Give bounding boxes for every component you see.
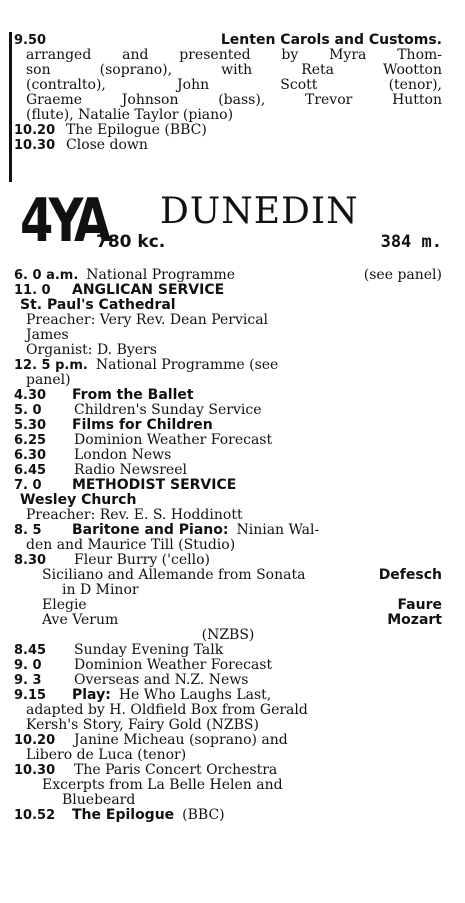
programme-row [14,448,442,463]
programme-composer: Mozart [387,612,442,628]
programme-time: 6.25 [14,433,47,448]
programme-detail: adapted by H. Oldfield Box from Gerald [26,702,308,718]
programme-list [14,268,442,823]
programme-text: Dominion Weather Forecast [74,432,273,448]
programme-work: Ave Verum [42,612,119,628]
programme-row [14,403,442,418]
programme-row [14,628,442,643]
programme-row-main [14,733,288,748]
programme-row [14,508,442,523]
programme-row-main [14,268,235,283]
entry-title: Lenten Carols and Customs. [220,32,442,48]
entry-line: Graeme Johnson (bass), Trevor Hutton [26,92,442,108]
programme-time: 10.20 [14,733,56,748]
programme-row [14,313,442,328]
programme-tail: (see panel) [363,267,442,283]
programme-row [14,328,442,343]
programme-venue: St. Paul's Cathedral [20,297,176,313]
programme-title: Baritone and Piano: [72,522,229,538]
programme-row-main [14,283,224,298]
programme-text: National Programme [86,267,236,283]
programme-title: ANGLICAN SERVICE [72,282,225,298]
station-heading [14,186,442,258]
programme-row [14,613,442,628]
programme-title: Films for Children [72,417,213,433]
programme-text: The Paris Concert Orchestra [74,762,278,778]
programme-title: Play: [72,687,111,703]
programme-title: METHODIST SERVICE [72,477,237,493]
programme-row-main [14,388,194,403]
programme-row [14,538,442,553]
programme-work-cont: in D Minor [62,582,139,598]
programme-time: 6.30 [14,448,47,463]
programme-row [14,268,442,283]
programme-time: 7. 0 [14,478,42,493]
programme-row [14,298,442,313]
programme-row [14,793,442,808]
programme-time: 5. 0 [14,403,42,418]
station-call-sign: 4YA [20,186,107,256]
programme-text: (BBC) [182,807,225,823]
programme-row-main [14,358,278,373]
programme-detail: James [26,327,69,343]
programme-row [14,283,442,298]
programme-detail: Organist: D. Byers [26,342,157,358]
programme-composer: Faure [397,597,442,613]
programme-time: 9.15 [14,688,47,703]
programme-time: 4.30 [14,388,47,403]
programme-row-main [14,403,262,418]
programme-venue: Wesley Church [20,492,137,508]
entry-line: (flute), Natalie Taylor (piano) [26,107,234,123]
programme-time: 8. 5 [14,523,42,538]
programme-row-main [14,553,210,568]
programme-row [14,763,442,778]
station-frequency: 780 kc. [96,232,166,252]
programme-text: Ninian Wal- [236,522,320,538]
programme-detail: den and Maurice Till (Studio) [26,537,236,553]
programme-time: 10.30 [14,763,56,778]
programme-row [14,478,442,493]
programme-detail: Libero de Luca (tenor) [26,747,187,763]
programme-text: Overseas and N.Z. News [74,672,249,688]
station-city: DUNEDIN [160,191,359,232]
programme-detail: Preacher: Very Rev. Dean Pervical [26,312,269,328]
programme-time: 10.52 [14,808,56,823]
programme-row [14,553,442,568]
programme-text: London News [74,447,172,463]
programme-source: (NZBS) [201,627,255,643]
programme-row-main [14,433,272,448]
programme-row [14,598,442,613]
programme-row [14,358,442,373]
programme-row [14,733,442,748]
programme-time: 8.45 [14,643,47,658]
entry-close-down: 10.30 Close down [14,137,148,153]
programme-row [14,718,442,733]
programme-row [14,343,442,358]
programme-detail: panel) [26,372,71,388]
programme-text: He Who Laughs Last, [118,687,272,703]
programme-row [14,418,442,433]
programme-row-main [14,808,225,823]
programme-text: Janine Micheau (soprano) and [74,732,288,748]
programme-work: Elegie [42,597,87,613]
programme-time: 9. 0 [14,658,42,673]
programme-work: Siciliano and Allemande from Sonata [42,567,306,583]
entry-time: 9.50 [14,33,47,48]
programme-time: 5.30 [14,418,47,433]
programme-detail: Preacher: Rev. E. S. Hoddinott [26,507,243,523]
programme-time: 11. 0 [14,283,51,298]
programme-row [14,703,442,718]
programme-row-main [14,658,272,673]
programme-title: From the Ballet [72,387,194,403]
programme-row-main [14,673,248,688]
programme-work-cont: Bluebeard [62,792,136,808]
entry-epilogue: 10.20 The Epilogue (BBC) [14,122,207,138]
programme-row [14,583,442,598]
programme-time: 8.30 [14,553,47,568]
programme-row-main [14,643,223,658]
programme-row [14,568,442,583]
programme-text: Radio Newsreel [74,462,187,478]
entry-line: son (soprano), with Reta Wootton [26,62,442,78]
programme-row [14,658,442,673]
programme-row [14,778,442,793]
programme-row [14,688,442,703]
programme-row [14,388,442,403]
programme-row [14,808,442,823]
programme-text: Fleur Burry ('cello) [74,552,210,568]
programme-row-main [14,418,213,433]
programme-row [14,748,442,763]
programme-row [14,523,442,538]
entry-line: (contralto), John Scott (tenor), [26,77,442,93]
programme-row-main [14,478,236,493]
programme-title: The Epilogue [72,807,175,823]
programme-time: 6. 0 a.m. [14,268,79,283]
programme-row [14,493,442,508]
column-rule [9,32,12,182]
programme-time: 6.45 [14,463,47,478]
programme-text: Sunday Evening Talk [74,642,224,658]
programme-row [14,433,442,448]
programme-row [14,463,442,478]
programme-row-main [14,523,319,538]
entry-line: arranged and presented by Myra Thom- [26,47,442,63]
programme-time: 12. 5 p.m. [14,358,88,373]
programme-row-main [14,763,277,778]
programme-row-main [14,448,171,463]
programme-text: Dominion Weather Forecast [74,657,273,673]
programme-row-main [14,688,271,703]
station-wavelength: 384 m. [380,232,442,252]
programme-time: 9. 3 [14,673,42,688]
programme-work: Excerpts from La Belle Helen and [42,777,283,793]
programme-composer: Defesch [378,567,442,583]
programme-row-main [14,463,187,478]
programme-detail: Kersh's Story, Fairy Gold (NZBS) [26,717,259,733]
entry-lenten-carols [14,33,442,153]
programme-row [14,673,442,688]
programme-text: National Programme (see [95,357,279,373]
programme-text: Children's Sunday Service [74,402,262,418]
programme-row [14,643,442,658]
programme-row [14,373,442,388]
